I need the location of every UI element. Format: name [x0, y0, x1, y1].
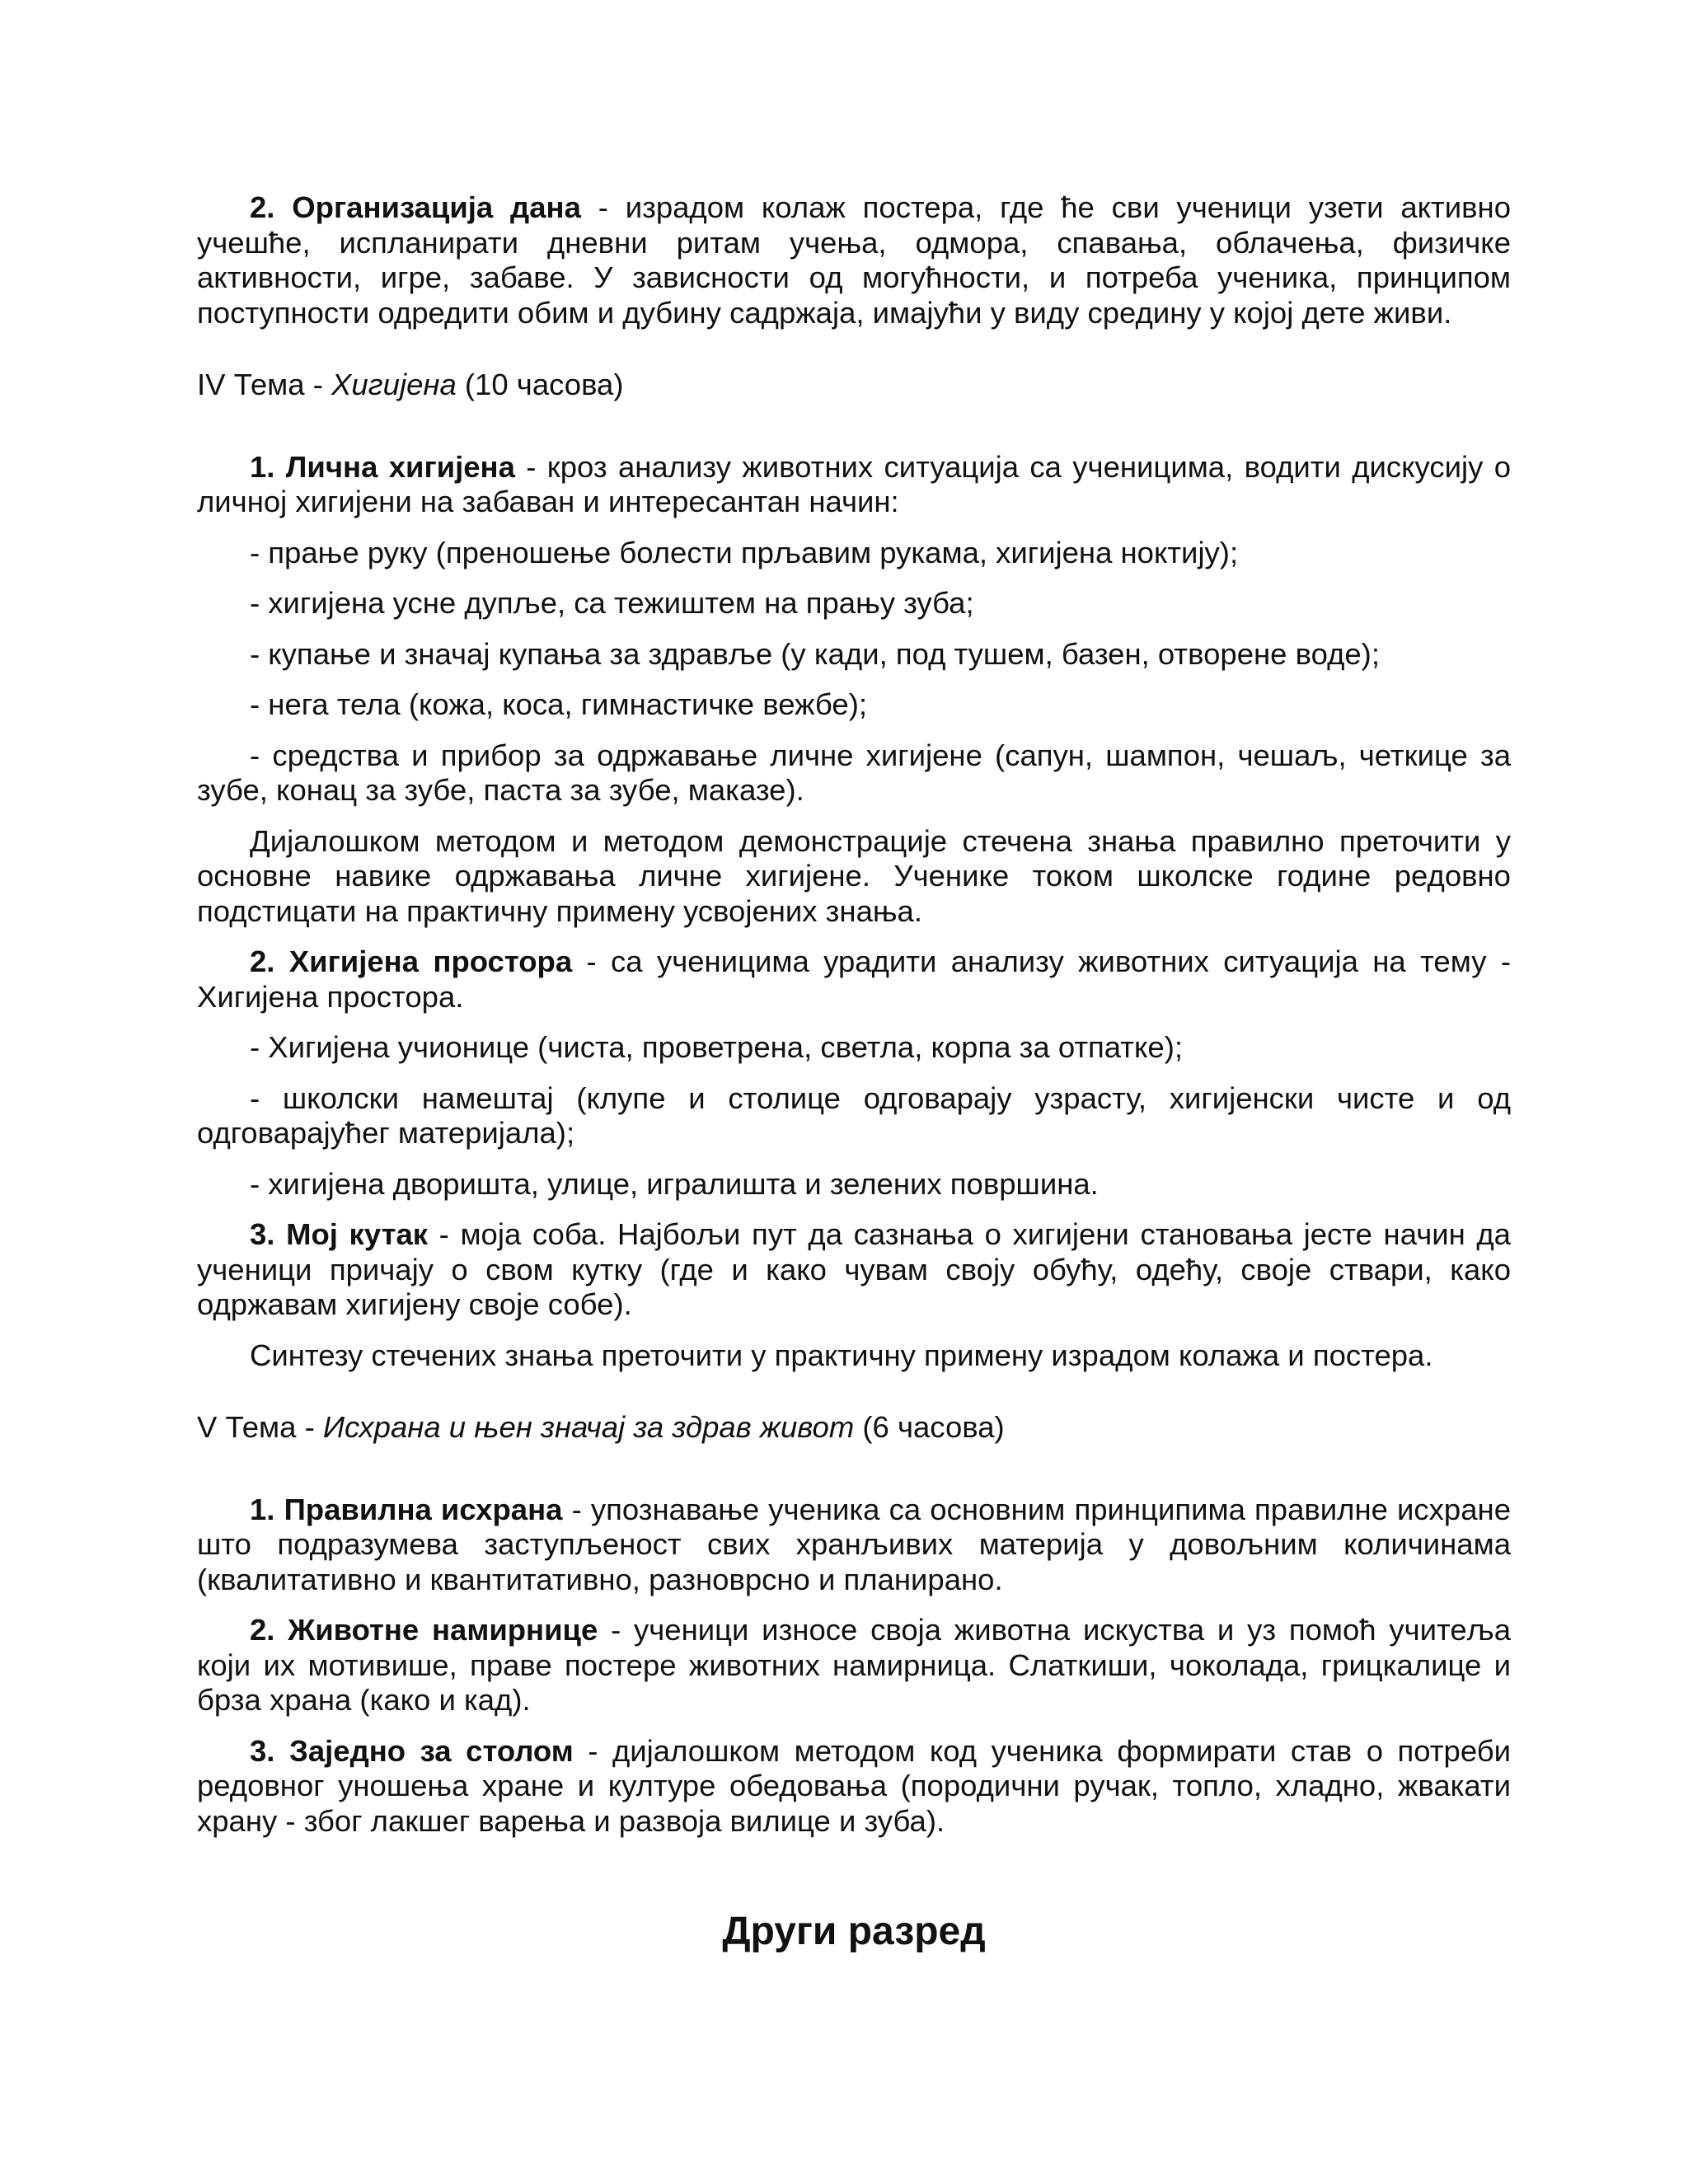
- item-heading: 3. Заједно за столом: [250, 1733, 574, 1768]
- item-heading: 2. Организација дана: [250, 190, 581, 224]
- paragraph-zivotne-namirnice: [197, 1613, 1511, 1718]
- paragraph-organizacija-dana: [197, 190, 1511, 330]
- topic-heading-v: [197, 1410, 1511, 1446]
- paragraph-dijaloskom-metodom: Дијалошком методом и методом демонстрације стечена знања правилно преточити у основне навике одржавања личне хигијене. Ученике током школске године редовно подстицати на практичну примену усвојених знања.: [197, 823, 1511, 928]
- topic-hours: (10 часова): [456, 368, 624, 401]
- paragraph-higijena-prostora: [197, 944, 1511, 1015]
- list-item: - нега тела (кожа, коса, гимнастичке вежбе);: [250, 687, 867, 721]
- list-item: - купање и значај купања за здравље (у кади, под тушем, базен, отворене воде);: [250, 636, 1380, 671]
- paragraph-sinteza: Синтезу стечених знања преточити у практичну примену израдом колажа и постера.: [250, 1338, 1433, 1372]
- item-text: - израдом колаж постера, где ће сви ученици узети активно учешће, испланирати дневни ритам учења, одмора, спавања, облачења, физичке активности, игре, забаве. У зависности од могућности, и потреба ученика, принципом поступности одредити обим и дубину садржаја, имајући у виду средину у којој дете живи.: [197, 190, 1511, 330]
- item-text: - ученици износе своја животна искуства и уз помоћ учитеља који их мотивише, праве постере животних намирница. Слаткиши, чоколада, грицкалице и брза храна (како и кад).: [197, 1613, 1511, 1717]
- paragraph-licna-higijena: [197, 450, 1511, 520]
- grade-title: Други разред: [722, 1910, 986, 1953]
- item-heading: 2. Хигијена простора: [250, 944, 573, 978]
- item-heading: 1. Лична хигијена: [250, 449, 515, 484]
- item-text: - моја соба. Најбољи пут да сазнања о хигијени становања јесте начин да ученици причају о свом кутку (где и како чувам своју обућу, одећу, своје ствари, како одржавам хигијену своје собе).: [197, 1217, 1511, 1321]
- item-text: - упознавање ученика са основним принципима правилне исхране што подразумева заступљеност свих хранљивих материја у довољним количинама (квалитативно и квантитативно, разноврсно и планирано.: [197, 1492, 1511, 1596]
- topic-hours: (6 часова): [854, 1410, 1005, 1444]
- item-heading: 1. Правилна исхрана: [250, 1492, 563, 1526]
- list-item: - школски намештај (клупе и столице одговарају узрасту, хигијенски чисте и од одговарајућег материјала);: [197, 1080, 1511, 1150]
- list-item: - Хигијена учионице (чиста, проветрена, светла, корпа за отпатке);: [250, 1030, 1183, 1064]
- list-item: - прање руку (преношење болести прљавим рукама, хигијена ноктију);: [250, 535, 1239, 569]
- paragraph-moj-kutak: [197, 1217, 1511, 1323]
- topic-heading-iv: [197, 368, 1511, 403]
- list-item: - хигијена дворишта, улице, игралишта и зелених површина.: [250, 1166, 1099, 1201]
- topic-title: Хигијена: [331, 368, 457, 401]
- item-text: - кроз анализу животних ситуација са ученицима, водити дискусију о личној хигијени на забаван и интересантан начин:: [197, 449, 1512, 518]
- item-heading: 3. Мој кутак: [250, 1217, 429, 1251]
- item-text: - дијалошком методом код ученика формирати став о потреби редовног уношења хране и културе обедовања (породични ручак, топло, хладно, жвакати храну - због лакшег варења и развоја вилице и зуба).: [197, 1733, 1511, 1838]
- paragraph-pravilna-ishrana: [197, 1493, 1511, 1598]
- list-item: - средства и прибор за одржавање личне хигијене (сапун, шампон, чешаљ, четкице за зубе, конац за зубе, паста за зубе, маказе).: [197, 738, 1511, 807]
- item-heading: 2. Животне намирнице: [250, 1613, 598, 1647]
- paragraph-zajedno-za-stolom: [197, 1734, 1511, 1840]
- topic-prefix: V Тема -: [197, 1410, 323, 1444]
- topic-prefix: IV Тема -: [197, 368, 332, 401]
- item-text: - са ученицима урадити анализу животних ситуација на тему - Хигијена простора.: [197, 944, 1511, 1014]
- topic-title: Исхрана и њен значај за здрав живот: [322, 1410, 855, 1444]
- list-item: - хигијена усне дупље, са тежиштем на прању зуба;: [250, 586, 974, 620]
